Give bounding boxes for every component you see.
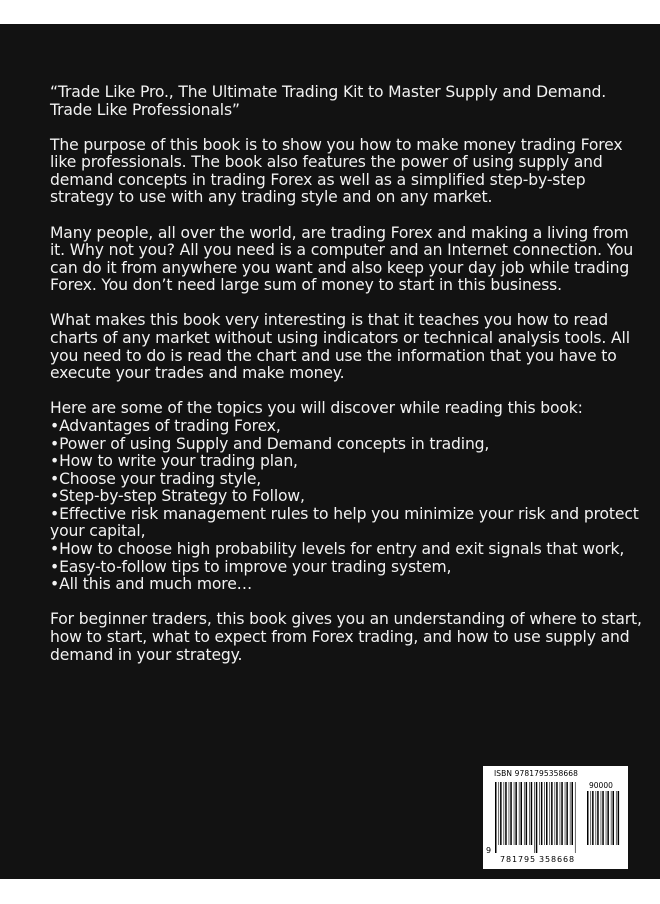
topics-intro: Here are some of the topics you will discover while reading this book: (50, 399, 583, 418)
barcode-bar (606, 791, 607, 845)
addon-code: 90000 (589, 781, 613, 790)
topic-item (50, 576, 642, 594)
paragraph-forex-living: Many people, all over the world, are trading Forex and making a living from it. Why not you? All you need is a computer and an Internet connection. You can do it from anywhere you want and also keep your day job while trading Forex. You don’t need large sum of money to start in this business. (50, 223, 634, 295)
title-quote: “Trade Like Pro., The Ultimate Trading Kit to Master Supply and Demand. Trade Like Professionals” (50, 83, 607, 119)
barcode-bar (611, 791, 612, 845)
barcode-bar (590, 791, 591, 845)
barcode-bar (560, 782, 561, 845)
addon-barcode-bars (587, 791, 621, 853)
barcode-bar (531, 782, 533, 845)
barcode-bar (551, 782, 553, 845)
topic-item (50, 471, 642, 489)
barcode-bar (607, 791, 609, 845)
barcode-bar (613, 791, 615, 845)
barcode-bar (592, 791, 594, 845)
barcode-bar (514, 782, 515, 845)
barcode-bar (587, 791, 589, 845)
barcode-bar (541, 782, 543, 845)
topic-text: Step-by-step Strategy to Follow, (59, 487, 305, 506)
topic-text: Easy-to-follow tips to improve your trading system, (59, 557, 452, 576)
topic-item (50, 506, 642, 541)
barcode-bar (546, 782, 548, 845)
paragraph-purpose: The purpose of this book is to show you how to make money trading Forex like professionals. The book also features the power of using supply and demand concepts in trading Forex as well as a simplified step-by-step strategy to use with any trading style and on any market. (50, 135, 623, 207)
barcode-bar (566, 782, 568, 845)
barcode-bar (515, 782, 517, 845)
barcode-bar (509, 782, 510, 845)
barcode-digit-lead: 9 (486, 846, 492, 855)
isbn-label: ISBN 9781795358668 (494, 769, 578, 778)
topic-item (50, 488, 642, 506)
barcode-bar (549, 782, 550, 845)
barcode-bar (539, 782, 540, 845)
barcode-bar (575, 782, 576, 853)
barcode-bar (500, 782, 502, 845)
barcode-bar (504, 782, 505, 845)
barcode-bar (572, 782, 574, 845)
topic-item (50, 453, 642, 471)
barcode-bar (561, 782, 563, 845)
barcode-bar (601, 791, 602, 845)
back-cover (0, 24, 660, 879)
barcode-bar (570, 782, 571, 845)
barcode-bar (544, 782, 545, 845)
paragraph-chart-reading: What makes this book very interesting is that it teaches you how to read charts of any market without using indicators or technical analysis tools. All you need to do is read the chart and use the information that you have to execute your trades and make money. (50, 311, 630, 383)
barcode-bars (495, 782, 577, 853)
barcode-bar (510, 782, 512, 845)
topic-text: Choose your trading style, (59, 469, 262, 488)
barcode-bar (495, 782, 497, 853)
topic-text: All this and much more… (59, 575, 253, 594)
barcode-bar (521, 782, 523, 845)
barcode-bar (555, 782, 556, 845)
barcode-bar (524, 782, 525, 845)
barcode-bar (536, 782, 538, 853)
topics-list (50, 418, 642, 594)
topic-text: Advantages of trading Forex, (59, 416, 281, 435)
barcode-digits-left: 781795 (500, 855, 536, 864)
barcode-bar (602, 791, 604, 845)
barcode-bar (597, 791, 599, 845)
barcode-bar (565, 782, 566, 845)
barcode-bar (616, 791, 617, 845)
closing-paragraph: For beginner traders, this book gives you an understanding of where to start, how to start, what to expect from Forex trading, and how to use supply and demand in your strategy. (50, 610, 642, 664)
barcode-bar (596, 791, 597, 845)
barcode-bar (498, 782, 499, 845)
barcode-bar (618, 791, 620, 845)
barcode-bar (556, 782, 558, 845)
topics-section (50, 400, 642, 594)
topic-item (50, 559, 642, 577)
topic-text: Power of using Supply and Demand concepts in trading, (59, 434, 490, 453)
barcode-digits-right: 358668 (539, 855, 575, 864)
topic-text: Effective risk management rules to help you minimize your risk and protect your capital, (50, 504, 639, 541)
topic-text: How to choose high probability levels for entry and exit signals that work, (59, 540, 625, 559)
isbn-barcode (483, 766, 628, 869)
barcode-bar (526, 782, 528, 845)
barcode-bar (534, 782, 535, 853)
barcode-bar (529, 782, 530, 845)
topic-item (50, 436, 642, 454)
barcode-bar (505, 782, 507, 845)
topic-text: How to write your trading plan, (59, 452, 298, 471)
blurb-text (50, 84, 642, 682)
topic-item (50, 418, 642, 436)
topic-item (50, 541, 642, 559)
barcode-bar (519, 782, 520, 845)
